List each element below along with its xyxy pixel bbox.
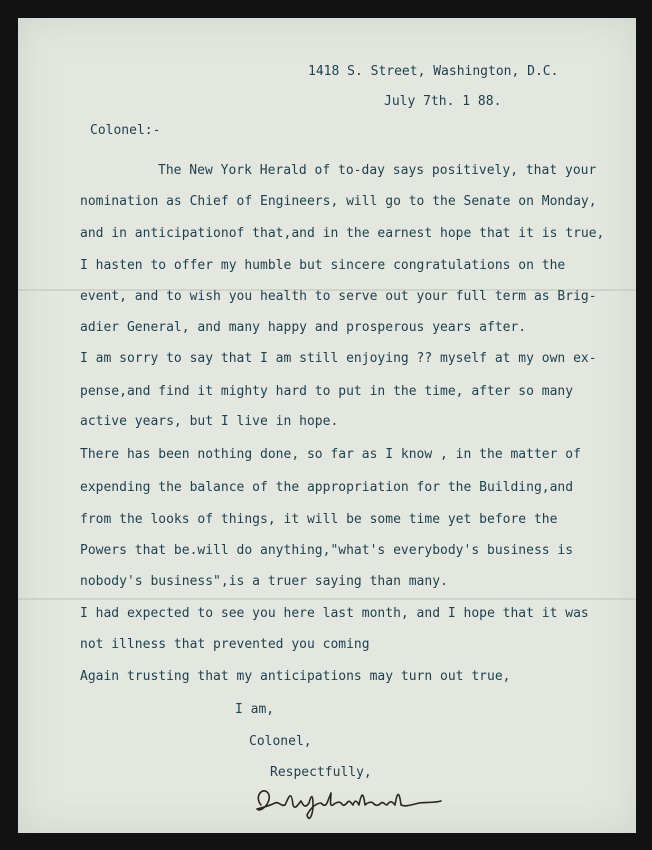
closing-line: Colonel,	[249, 734, 312, 749]
body-line: I had expected to see you here last month, and I hope that it was	[80, 606, 589, 621]
body-line: expending the balance of the appropriation for the Building,and	[80, 480, 574, 495]
body-line: I am sorry to say that I am still enjoying ?? myself at my own ex-	[80, 351, 597, 366]
letter-date: July 7th. 1 88.	[384, 94, 502, 109]
salutation: Colonel:-	[90, 123, 161, 138]
sender-address: 1418 S. Street, Washington, D.C.	[308, 64, 559, 79]
body-line: adier General, and many happy and prosperous years after.	[80, 320, 527, 335]
body-line: nobody's business",is a truer saying than many.	[80, 574, 448, 589]
body-line: I hasten to offer my humble but sincere congratulations on the	[80, 258, 566, 273]
body-line: not illness that prevented you coming	[80, 637, 370, 652]
closing-line: Respectfully,	[270, 765, 372, 780]
paper-fold	[18, 598, 636, 600]
body-line: active years, but I live in hope.	[80, 414, 339, 429]
body-line: Powers that be.will do anything,"what's everybody's business is	[80, 543, 574, 558]
body-line: from the looks of things, it will be some time yet before the	[80, 512, 558, 527]
body-line: The New York Herald of to-day says positively, that your	[158, 163, 597, 178]
body-line: event, and to wish you health to serve out your full term as Brig-	[80, 289, 597, 304]
body-line: nomination as Chief of Engineers, will go to the Senate on Monday,	[80, 194, 597, 209]
body-line: There has been nothing done, so far as I know , in the matter of	[80, 447, 581, 462]
closing-line: I am,	[235, 702, 275, 717]
body-line: and in anticipationof that,and in the earnest hope that it is true,	[80, 226, 605, 241]
body-line: Again trusting that my anticipations may turn out true,	[80, 669, 511, 684]
handwritten-signature	[247, 775, 447, 830]
body-line: pense,and find it mighty hard to put in the time, after so many	[80, 384, 574, 399]
